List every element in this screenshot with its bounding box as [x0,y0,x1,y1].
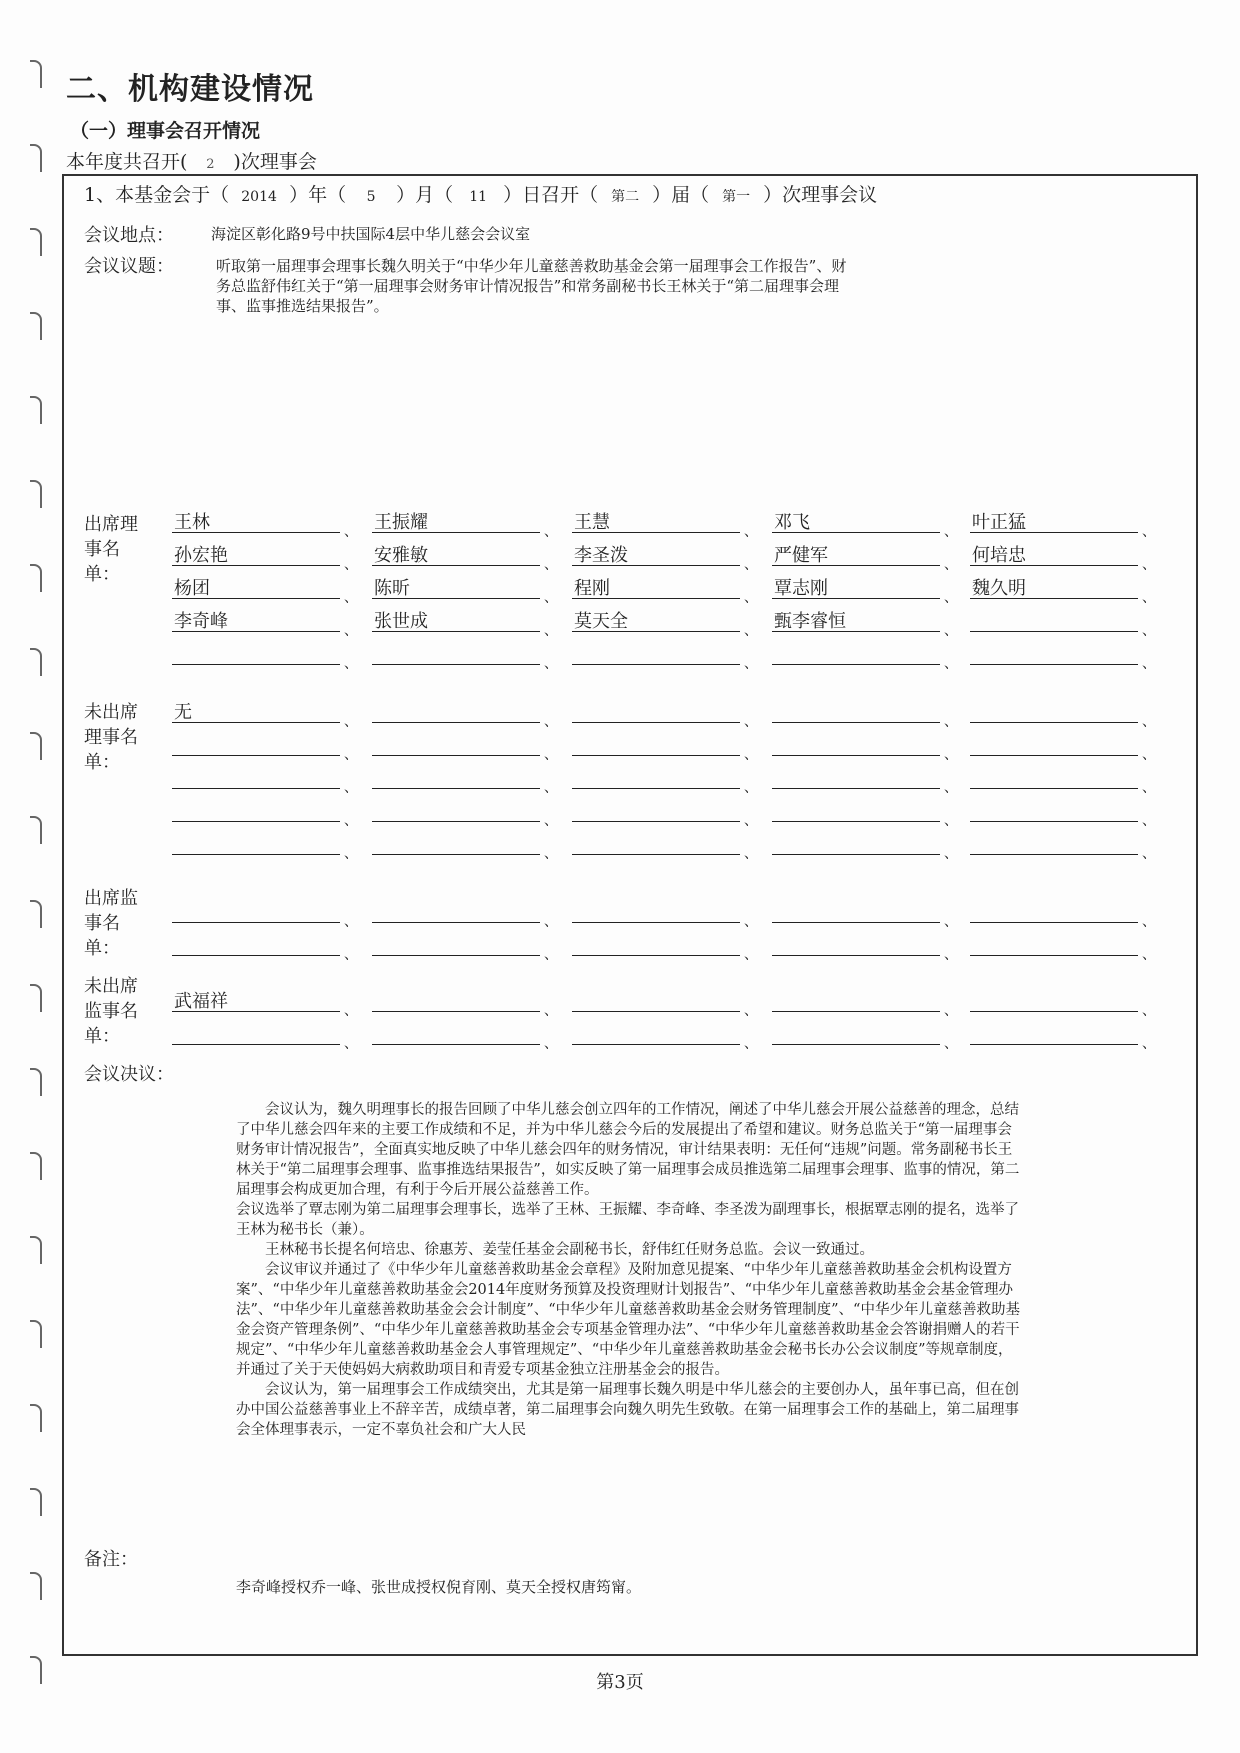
separator-mark: 、 [1142,813,1156,829]
separator-mark: 、 [944,747,958,763]
resolution-paragraph: 会议选举了覃志刚为第二届理事会理事长，选举了王林、王振耀、李奇峰、李圣泼为副理事长，根据覃志刚的提名，选举了王林为秘书长（兼）。 [236,1202,1019,1238]
absent-directors-label [84,700,138,775]
resolution-paragraph: 会议认为，魏久明理事长的报告回顾了中华儿慈会创立四年的工作情况，阐述了中华儿慈会开展公益慈善的理念，总结了中华儿慈会四年来的主要工作成绩和不足，并为中华儿慈会今后的发展提出了希望和建议。财务总监关于“第一届理事会财务审计情况报告”，全面真实地反映了中华儿慈会四年的财务情况，审计结果表明：无任何“违规”问题。常务副秘书长王林关于“第二届理事会理事、监事推选结果报告”，如实反映了第一届理事会成员推选第二届理事会理事、监事的情况，第二届理事会构成更加合理，有利于今后开展公益慈善工作。 [236,1102,1020,1198]
attending-supervisor-name [372,936,540,956]
separator-mark: 、 [944,780,958,796]
date-text: ）年（ [289,184,347,206]
binding-hole-mark [30,900,42,928]
attending-director-name [970,612,1138,632]
absent-director-name [372,736,540,756]
date-text: 1、本基金会于（ [84,184,230,206]
date-text: ）届（ [652,184,710,206]
attending-director-name [772,645,940,665]
separator-mark: 、 [544,623,558,639]
binding-hole-mark [30,816,42,844]
absent-director-name [970,703,1138,723]
binding-hole-mark [30,1572,42,1600]
attending-director-name: 张世成 [372,612,540,632]
separator-mark: 、 [744,656,758,672]
attending-director-name: 李圣泼 [572,546,740,566]
absent-director-name [172,736,340,756]
binding-hole-mark [30,228,42,256]
binding-hole-mark [30,312,42,340]
attending-supervisor-name [772,936,940,956]
separator-mark: 、 [344,1003,358,1019]
binding-hole-mark [30,1068,42,1096]
separator-mark: 、 [744,813,758,829]
topic-line: 事、监事推选结果报告”。 [216,297,389,315]
binding-hole-mark [30,732,42,760]
attending-director-name: 杨团 [172,579,340,599]
separator-mark: 、 [344,524,358,540]
separator-mark: 、 [344,656,358,672]
separator-mark: 、 [1142,780,1156,796]
separator-mark: 、 [944,1003,958,1019]
absent-director-name [572,736,740,756]
separator-mark: 、 [344,914,358,930]
separator-mark: 、 [344,780,358,796]
label-line: 监事名 [84,1001,138,1022]
separator-mark: 、 [744,747,758,763]
attending-supervisor-name [172,936,340,956]
separator-mark: 、 [344,813,358,829]
resolution-text [236,1100,1026,1540]
binding-hole-mark [30,60,42,88]
absent-director-name [970,769,1138,789]
separator-mark: 、 [544,656,558,672]
remarks-value: 李奇峰授权乔一峰、张世成授权倪育刚、莫天全授权唐筠甯。 [236,1578,642,1596]
day-value: 11 [469,189,488,205]
separator-mark: 、 [1142,524,1156,540]
resolution-paragraph: 王林秘书长提名何培忠、徐惠芳、姜莹任基金会副秘书长，舒伟红任财务总监。会议一致通过。 [265,1242,874,1258]
separator-mark: 、 [944,656,958,672]
separator-mark: 、 [944,557,958,573]
absent-director-name [172,802,340,822]
count-value: 2 [206,157,215,172]
separator-mark: 、 [944,914,958,930]
section-title: 二、机构建设情况 [66,72,314,107]
absent-supervisor-name [572,992,740,1012]
absent-supervisor-name [772,992,940,1012]
separator-mark: 、 [944,590,958,606]
attending-director-name [572,645,740,665]
location-value: 海淀区彰化路9号中扶国际4层中华儿慈会会议室 [211,225,531,243]
attending-directors-label [84,512,138,587]
binding-hole-mark [30,144,42,172]
absent-supervisor-name [970,1025,1138,1045]
remarks-label: 备注： [84,1549,138,1570]
label-line: 未出席 [84,976,138,997]
meeting-date-line [84,180,877,207]
separator-mark: 、 [1142,557,1156,573]
attending-supervisor-name [572,936,740,956]
subsection-title: （一）理事会召开情况 [70,120,261,142]
attending-supervisor-name [772,903,940,923]
attending-director-name: 叶正猛 [970,513,1138,533]
absent-director-name [772,835,940,855]
term-value: 第二 [611,189,640,205]
attending-supervisors-label [84,886,138,961]
absent-director-name [172,769,340,789]
separator-mark: 、 [1142,623,1156,639]
attending-director-name: 严健军 [772,546,940,566]
label-line: 单： [84,752,120,773]
separator-mark: 、 [344,557,358,573]
separator-mark: 、 [744,947,758,963]
separator-mark: 、 [944,947,958,963]
attending-director-name: 邓飞 [772,513,940,533]
separator-mark: 、 [544,747,558,763]
absent-director-name [572,802,740,822]
absent-director-name [572,703,740,723]
date-text: ）月（ [396,184,454,206]
separator-mark: 、 [544,714,558,730]
label-line: 单： [84,1026,120,1047]
absent-supervisors-label [84,974,138,1049]
attending-director-name: 孙宏艳 [172,546,340,566]
separator-mark: 、 [944,623,958,639]
topic-label: 会议议题： [84,256,174,277]
separator-mark: 、 [744,590,758,606]
meeting-count-line [66,147,317,174]
separator-mark: 、 [1142,590,1156,606]
label-line: 出席监 [84,888,138,909]
absent-supervisor-name [372,1025,540,1045]
separator-mark: 、 [344,747,358,763]
attending-director-name: 程刚 [572,579,740,599]
attending-director-name: 李奇峰 [172,612,340,632]
label-line: 未出席 [84,702,138,723]
absent-director-name [572,769,740,789]
separator-mark: 、 [944,813,958,829]
separator-mark: 、 [544,1036,558,1052]
attending-director-name [172,645,340,665]
attending-director-name: 陈昕 [372,579,540,599]
separator-mark: 、 [1142,914,1156,930]
absent-director-name [970,802,1138,822]
binding-hole-mark [30,1152,42,1180]
separator-mark: 、 [344,714,358,730]
label-line: 单： [84,564,120,585]
binding-hole-mark [30,564,42,592]
absent-director-name [772,736,940,756]
absent-director-name [772,802,940,822]
attending-director-name [970,645,1138,665]
label-line: 事名 [84,913,120,934]
separator-mark: 、 [544,914,558,930]
separator-mark: 、 [344,846,358,862]
year-value: 2014 [241,189,277,205]
absent-supervisor-name [970,992,1138,1012]
separator-mark: 、 [544,590,558,606]
separator-mark: 、 [1142,747,1156,763]
absent-supervisor-name [172,1025,340,1045]
separator-mark: 、 [1142,714,1156,730]
separator-mark: 、 [944,524,958,540]
separator-mark: 、 [744,846,758,862]
attending-director-name: 王慧 [572,513,740,533]
count-prefix: 本年度共召开( [66,151,188,173]
separator-mark: 、 [544,947,558,963]
binding-hole-mark [30,1236,42,1264]
absent-director-name [372,769,540,789]
separator-mark: 、 [744,623,758,639]
absent-director-name [172,835,340,855]
separator-mark: 、 [344,623,358,639]
absent-director-name [970,835,1138,855]
topic-line: 务总监舒伟红关于“第一届理事会财务审计情况报告”和常务副秘书长王林关于“第二届理事会理 [216,277,840,295]
date-text: ）日召开（ [503,184,599,206]
attending-director-name: 莫天全 [572,612,740,632]
separator-mark: 、 [944,714,958,730]
label-line: 理事名 [84,727,138,748]
attending-director-name: 王林 [172,513,340,533]
date-text: ）次理事会议 [763,184,878,206]
attending-supervisor-name [372,903,540,923]
attending-director-name: 魏久明 [970,579,1138,599]
page-number: 第3页 [596,1672,644,1693]
label-line: 单： [84,938,120,959]
location-label: 会议地点： [84,225,174,246]
separator-mark: 、 [744,780,758,796]
binding-hole-mark [30,1320,42,1348]
absent-director-name [772,703,940,723]
separator-mark: 、 [744,1003,758,1019]
separator-mark: 、 [944,1036,958,1052]
attending-supervisor-name [970,936,1138,956]
resolution-paragraph: 会议审议并通过了《中华少年儿童慈善救助基金会章程》及附加意见提案、“中华少年儿童慈善救助基金会机构设置方案”、“中华少年儿童慈善救助基金会2014年度财务预算及投资理财计划报告”、“中华少年儿童慈善救助基金会基金管理办法”、“中华少年儿童慈善救助基金会会计制度”、“中华少年儿童慈善救助基金会财务管理制度”、“中华少年儿童慈善救助基金会资产管理条例”、“中华少年儿童慈善救助基金会专项基金管理办法”、“中华少年儿童慈善救助基金会答谢捐赠人的若干规定”、“中华少年儿童慈善救助基金会人事管理规定”、“中华少年儿童慈善救助基金会秘书长办公会议制度”等规章制度，并通过了关于天使妈妈大病救助项目和青爱专项基金独立注册基金会的报告。 [236,1262,1020,1378]
separator-mark: 、 [744,914,758,930]
attending-director-name: 覃志刚 [772,579,940,599]
month-value: 5 [366,189,376,205]
separator-mark: 、 [1142,846,1156,862]
separator-mark: 、 [1142,656,1156,672]
absent-supervisor-name [572,1025,740,1045]
separator-mark: 、 [544,524,558,540]
separator-mark: 、 [544,557,558,573]
attending-supervisor-name [572,903,740,923]
resolution-paragraph: 会议认为，第一届理事会工作成绩突出，尤其是第一届理事长魏久明是中华儿慈会的主要创办人，虽年事已高，但在创办中国公益慈善事业上不辞辛苦，成绩卓著，第二届理事会向魏久明先生致敬。在第一届理事会工作的基础上，第二届理事会全体理事表示，一定不辜负社会和广大人民 [236,1382,1019,1438]
absent-supervisor-name [372,992,540,1012]
separator-mark: 、 [1142,1036,1156,1052]
absent-supervisor-name [772,1025,940,1045]
binding-hole-mark [30,480,42,508]
separator-mark: 、 [744,714,758,730]
separator-mark: 、 [344,590,358,606]
count-suffix: )次理事会 [233,151,317,173]
separator-mark: 、 [544,780,558,796]
separator-mark: 、 [344,947,358,963]
absent-director-name [372,835,540,855]
separator-mark: 、 [1142,1003,1156,1019]
absent-supervisor-name: 武福祥 [172,992,340,1012]
separator-mark: 、 [544,813,558,829]
separator-mark: 、 [544,846,558,862]
session-value: 第一 [722,189,751,205]
label-line: 出席理 [84,514,138,535]
label-line: 事名 [84,539,120,560]
binding-hole-mark [30,648,42,676]
topic-text [216,256,1046,316]
binding-hole-mark [30,1404,42,1432]
separator-mark: 、 [744,1036,758,1052]
absent-director-name [970,736,1138,756]
separator-mark: 、 [744,524,758,540]
absent-director-name [772,769,940,789]
separator-mark: 、 [544,1003,558,1019]
separator-mark: 、 [744,557,758,573]
topic-line: 听取第一届理事会理事长魏久明关于“中华少年儿童慈善救助基金会第一届理事会工作报告”、财 [216,257,847,275]
binding-hole-mark [30,396,42,424]
absent-director-name [572,835,740,855]
attending-supervisor-name [970,903,1138,923]
absent-director-name [372,703,540,723]
separator-mark: 、 [1142,947,1156,963]
binding-hole-mark [30,984,42,1012]
attending-director-name [372,645,540,665]
absent-director-name [372,802,540,822]
attending-supervisor-name [172,903,340,923]
attending-director-name: 王振耀 [372,513,540,533]
absent-director-name: 无 [172,703,340,723]
attending-director-name: 安雅敏 [372,546,540,566]
separator-mark: 、 [944,846,958,862]
resolution-label: 会议决议： [84,1064,174,1085]
attending-director-name: 甄李睿恒 [772,612,940,632]
attending-director-name: 何培忠 [970,546,1138,566]
binding-hole-mark [30,1488,42,1516]
separator-mark: 、 [344,1036,358,1052]
